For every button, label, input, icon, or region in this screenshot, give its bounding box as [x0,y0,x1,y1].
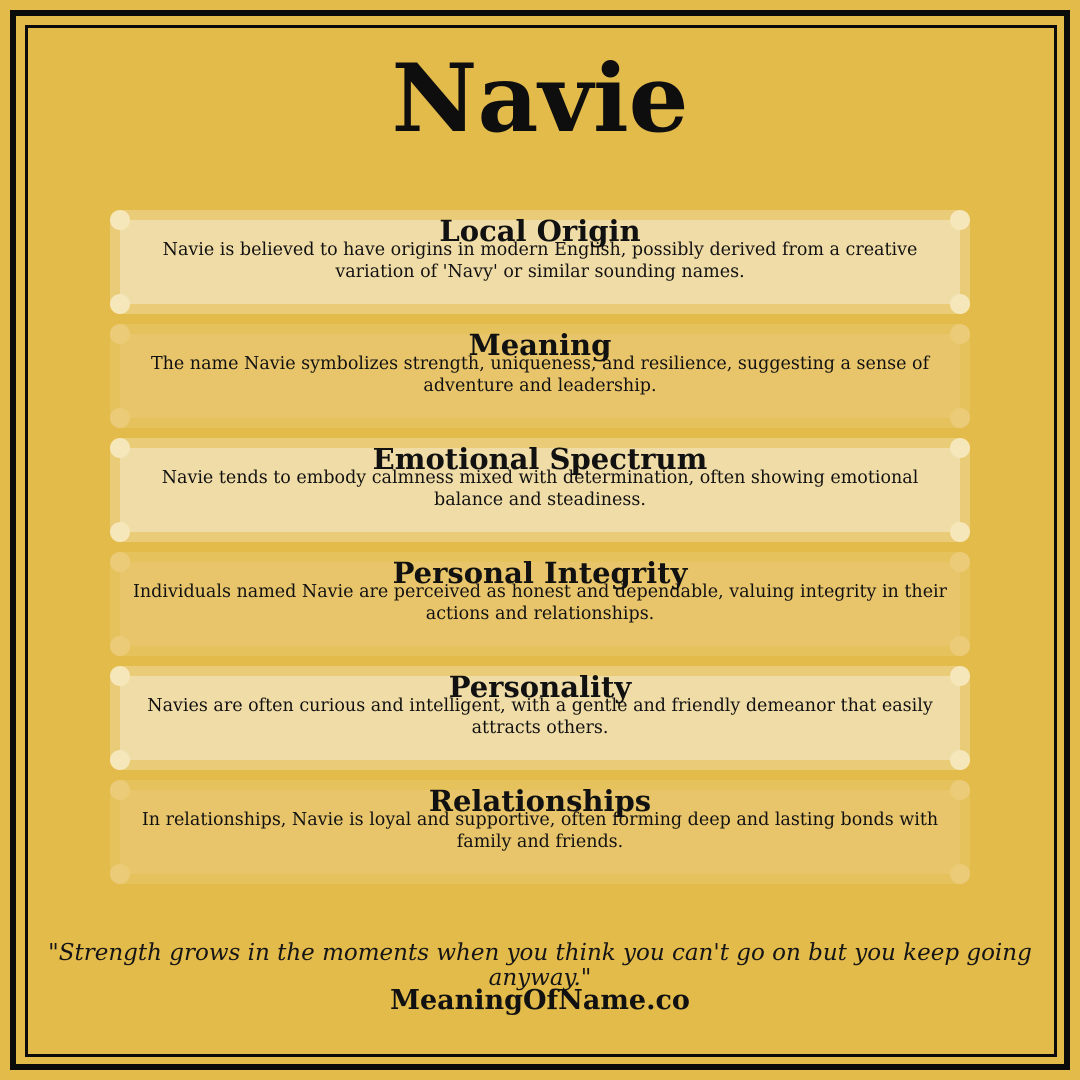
quote: "Strength grows in the moments when you think you can't go on but you keep going anyway." [48,940,1032,991]
section-card-personality [110,666,970,770]
corner-dot [110,408,130,428]
corner-dot [950,408,970,428]
section-text: Individuals named Navie are perceived as honest and dependable, valuing integrity in their actions and relationships. [132,582,948,624]
section-card-personal-integrity [110,552,970,656]
section-text: The name Navie symbolizes strength, uniqueness, and resilience, suggesting a sense of adventure and leadership. [150,354,930,396]
corner-dot [950,522,970,542]
section-card-meaning [110,324,970,428]
corner-dot [950,636,970,656]
corner-dot [110,864,130,884]
corner-dot [950,750,970,770]
section-text: Navies are often curious and intelligent, with a gentle and friendly demeanor that easily attracts others. [147,696,933,738]
section-text: Navie tends to embody calmness mixed with determination, often showing emotional balance and steadiness. [161,468,919,510]
section-heading: Personality [448,670,632,704]
section-heading: Local Origin [439,214,641,248]
section-card-relationships [110,780,970,884]
corner-dot [110,636,130,656]
corner-dot [950,864,970,884]
corner-dot [110,294,130,314]
section-text: Navie is believed to have origins in modern English, possibly derived from a creative variation of 'Navy' or similar sounding names. [162,240,918,282]
section-card-local-origin [110,210,970,314]
corner-dot [110,522,130,542]
page-title: Navie [391,44,689,154]
section-heading: Meaning [468,328,612,362]
corner-dot [950,294,970,314]
section-heading: Emotional Spectrum [372,442,708,476]
corner-dot [110,750,130,770]
site-name: MeaningOfName.co [390,985,690,1016]
section-card-emotional-spectrum [110,438,970,542]
section-heading: Relationships [428,784,652,818]
section-text: In relationships, Navie is loyal and supportive, often forming deep and lasting bonds with family and friends. [141,810,939,852]
section-heading: Personal Integrity [392,556,688,590]
